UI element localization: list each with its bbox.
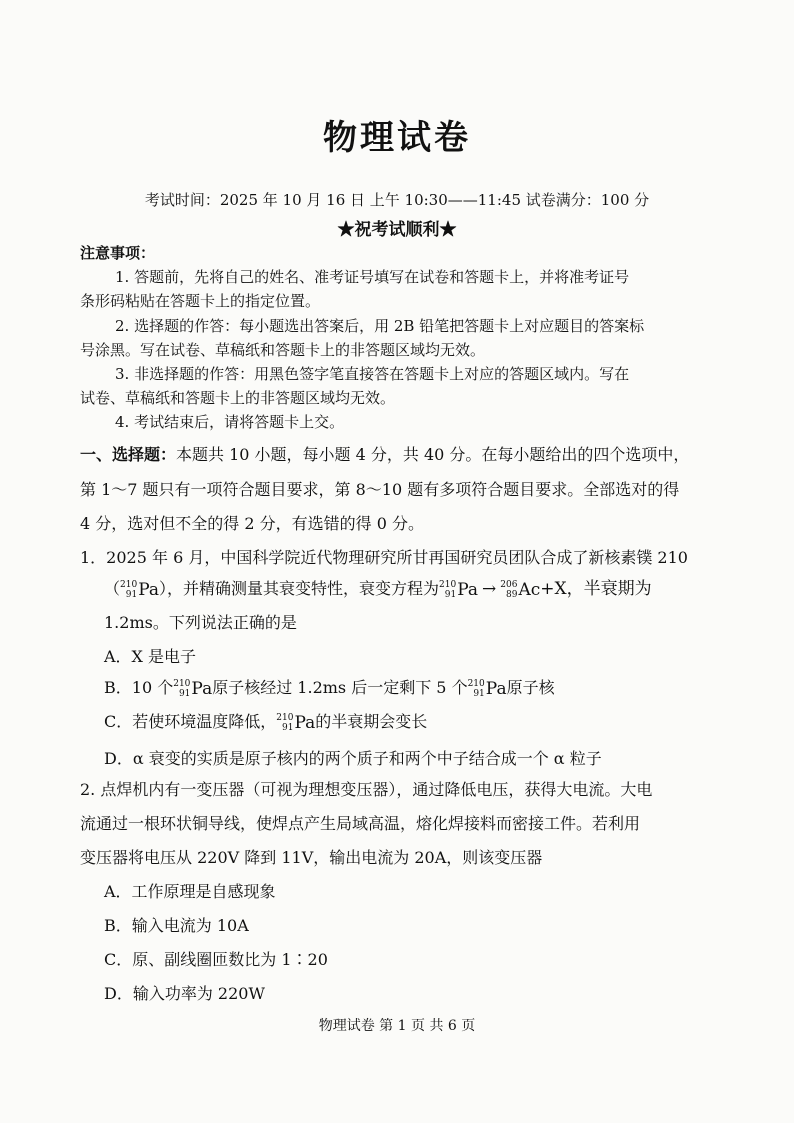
notice-heading: 注意事项：	[80, 244, 156, 262]
notice-line: 3. 非选择题的作答：用黑色签字笔直接答在答题卡上对应的答题区域内。写在	[115, 365, 630, 383]
q1-option-b: B．10 个 210 91 Pa 原子核经过 1.2ms 后一定剩下 5 个 210 91 Pa 原子核	[104, 678, 555, 699]
q1-option-d: D．α 衰变的实质是原子核内的两个质子和两个中子结合成一个 α 粒子	[104, 749, 602, 768]
section-intro	[80, 442, 689, 465]
arrow-icon: →	[482, 579, 497, 599]
notice-line: 号涂黑。写在试卷、草稿纸和答题卡上的非答题区域均无效。	[80, 341, 486, 359]
section-line: 4 分，选对但不全的得 2 分，有选错的得 0 分。	[80, 514, 424, 533]
q1-stem-line: （ 210 91 Pa ），并精确测量其衰变特性，衰变方程为 210 91 Pa → 206 89 Ac +X，半衰期为	[104, 579, 652, 600]
q2-stem-line: 变压器将电压从 220V 降到 11V，输出电流为 20A，则该变压器	[80, 848, 543, 867]
nuclide-pa: 210 91 Pa	[467, 678, 507, 699]
nuclide-pa: 210 91 Pa	[120, 579, 160, 600]
notice-line: 2. 选择题的作答：每小题选出答案后，用 2B 铅笔把答题卡上对应题目的答案标	[115, 317, 645, 335]
section-line: 本题共 10 小题，每小题 4 分，共 40 分。在每小题给出的四个选项中，	[176, 445, 690, 464]
page-title: 物理试卷	[323, 118, 471, 158]
nuclide-pa: 210 91 Pa	[276, 712, 316, 733]
q2-option-d: D．输入功率为 220W	[104, 984, 265, 1003]
nuclide-pa: 210 91 Pa	[439, 579, 479, 600]
q1-option-c: C．若使环境温度降低， 210 91 Pa 的半衰期会变长	[104, 712, 428, 733]
notice-line: 试卷、草稿纸和答题卡上的非答题区域均无效。	[80, 389, 396, 407]
q1-stem-line: 1．2025 年 6 月，中国科学院近代物理研究所甘再国研究员团队合成了新核素镤 210	[80, 548, 688, 567]
q2-option-c: C．原、副线圈匝数比为 1∶20	[104, 950, 328, 969]
q2-option-b: B．输入电流为 10A	[104, 916, 249, 935]
q1-option-a: A．X 是电子	[104, 647, 197, 666]
section-line: 第 1～7 题只有一项符合题目要求，第 8～10 题有多项符合题目要求。全部选对的得	[80, 480, 680, 499]
notice-line: 1. 答题前，先将自己的姓名、准考证号填写在试卷和答题卡上，并将准考证号	[115, 268, 630, 286]
nuclide-ac: 206 89 Ac	[500, 579, 541, 600]
page-footer: 物理试卷 第 1 页 共 6 页	[318, 1018, 476, 1034]
exam-wish: ★祝考试顺利★	[337, 220, 457, 240]
notice-line: 条形码粘贴在答题卡上的指定位置。	[80, 292, 321, 310]
nuclide-pa: 210 91 Pa	[173, 678, 213, 699]
section-heading: 一、选择题：	[80, 445, 177, 464]
q1-stem-line: 1.2ms。下列说法正确的是	[104, 613, 297, 632]
exam-info: 考试时间：2025 年 10 月 16 日 上午 10:30——11:45 试卷满分：100 分	[144, 191, 650, 209]
q2-option-a: A．工作原理是自感现象	[104, 882, 276, 901]
q2-stem-line: 流通过一根环状铜导线，使焊点产生局域高温，熔化焊接料而密接工件。若利用	[80, 814, 641, 833]
notice-line: 4. 考试结束后，请将答题卡上交。	[115, 413, 345, 431]
q2-stem-line: 2. 点焊机内有一变压器（可视为理想变压器），通过降低电压，获得大电流。大电	[80, 780, 653, 799]
